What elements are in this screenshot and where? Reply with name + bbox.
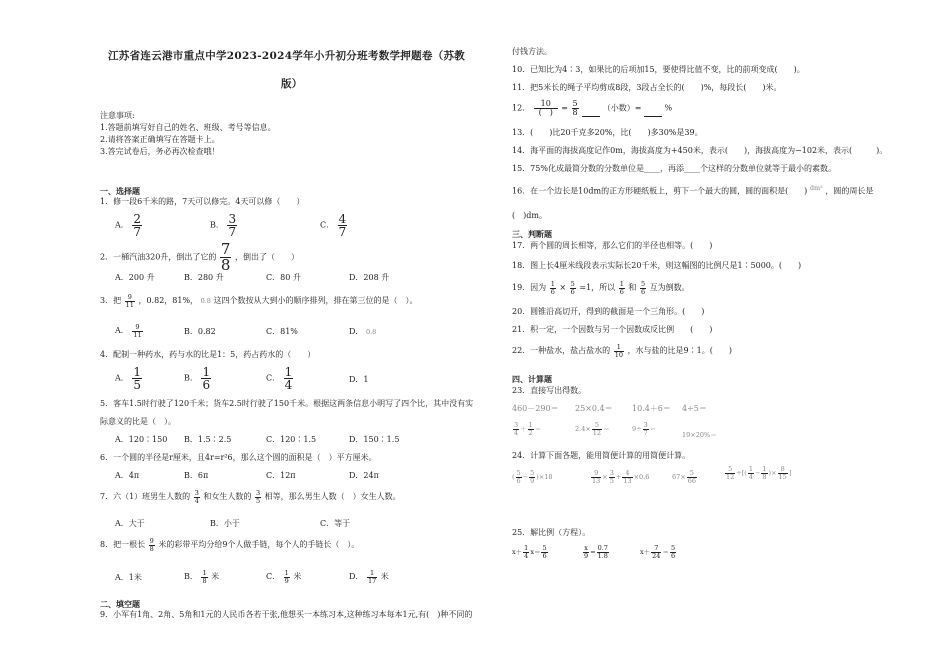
fraction	[132, 366, 142, 391]
option-letter: B．	[184, 572, 198, 581]
calc-item	[512, 422, 541, 436]
calc-item: 4÷5＝	[682, 404, 707, 413]
paper-title-line2: 版）	[281, 78, 303, 90]
fraction	[583, 545, 589, 559]
denominator: 7	[338, 225, 347, 239]
question-14: 14．海平面的海拔高度记作0m，海拔高度为+450米，表示( )，海拔高度为−102米，表示( )。	[512, 146, 888, 155]
fraction	[597, 545, 609, 559]
numerator: 5	[725, 466, 735, 474]
section-heading-calc: 四、计算题	[512, 374, 552, 384]
operator: ÷	[736, 469, 742, 477]
denominator: 6	[516, 476, 521, 485]
notice-item: 3.答完试卷后，务必再次检查哦！	[100, 147, 220, 156]
question-text: 互为倒数。	[649, 283, 690, 292]
denominator: 12	[726, 472, 735, 481]
q6-option-a: A．4π	[115, 471, 140, 480]
question-22	[512, 344, 732, 358]
fraction	[284, 366, 294, 391]
denominator: 6	[542, 551, 547, 560]
question-1: 1．修一段6千米的路，7天可以修完。4天可以修（ ）	[100, 197, 305, 206]
fraction	[194, 490, 200, 504]
numerator: 5	[592, 422, 602, 430]
q4-option-a	[115, 366, 143, 391]
fraction	[516, 470, 522, 484]
q2-option-c: C．80 升	[266, 273, 301, 282]
fraction	[338, 213, 348, 238]
numerator: 9	[591, 470, 601, 478]
denominator: 15	[778, 472, 787, 481]
fraction	[367, 570, 377, 584]
calc-item	[590, 470, 649, 484]
question-6: 6．一个圆的半径是r厘米，且4r=r²6，那么这个圆的面积是（ ）平方厘米。	[100, 453, 377, 462]
numerator: 0.7	[597, 544, 608, 552]
numerator: 5	[670, 544, 676, 552]
denominator: 24	[652, 551, 661, 560]
denominator: 4	[284, 378, 293, 392]
notice-item: 1.答题前填写好自己的姓名、班级、考号等信息。	[100, 123, 276, 132]
question-8	[100, 538, 359, 552]
operand: ×18	[538, 473, 553, 481]
numerator: 4	[338, 212, 347, 226]
question-15: 15．75%化成最简分数的分数单位是____，再添____个这样的分数单位就等于最小的素数。	[512, 164, 836, 173]
numerator: 3	[514, 421, 519, 429]
operator: ＝	[662, 548, 669, 556]
question-5-line2: 际意义的比是（ ）。	[100, 417, 176, 426]
denominator: 6	[619, 287, 624, 296]
denominator: 6	[202, 378, 211, 392]
calc-item	[632, 422, 656, 436]
unit: 米	[211, 572, 220, 581]
question-21: 21．积一定，一个因数与另一个因数成反比例 ( )	[512, 325, 713, 334]
operator: ＝	[603, 425, 610, 433]
denominator: 17	[367, 576, 377, 585]
question-text: 16．在一个边长是10dm的正方形硬纸板上，剪下一个最大的圆，圆的面积是( )	[512, 186, 808, 196]
fraction	[622, 470, 632, 484]
denominator: 8	[149, 544, 154, 553]
numerator: 5	[542, 544, 547, 552]
fraction	[748, 466, 754, 480]
q8-option-b	[184, 570, 219, 584]
question-24: 24．计算下面各题，能用简便计算的用简便计算。	[512, 451, 691, 460]
numerator: 1	[202, 569, 207, 577]
question-9-cont: 付钱方法。	[512, 47, 552, 56]
question-12: 12． $\frac{10}{( )}$ = $\frac{5}{8}$ （小数）= %	[512, 99, 673, 117]
q2-option-b: B．280 升	[184, 273, 224, 282]
fraction	[570, 281, 576, 295]
question-19: 19．因为 $\frac{1}{6}$ × $\frac{5}{6}$ =1，所以 $\frac{1}{6}$ 和 $\frac{5}{6}$ 互为倒数。	[512, 280, 690, 296]
denominator: 6	[570, 287, 575, 296]
numerator: 5	[570, 280, 575, 288]
question-text: 22．一种盐水，盐占盐水的	[512, 346, 611, 355]
denominator: 9	[284, 576, 289, 585]
question-11: 11．把5米长的绳子平均剪成8段，3段占全长的( )%，每段长( )米。	[512, 83, 782, 92]
calc-item: 25×0.4＝	[575, 404, 613, 413]
fraction	[534, 100, 558, 117]
q7-option-c: C．等于	[320, 519, 351, 528]
numerator: 1	[284, 569, 289, 577]
numerator: 1	[284, 365, 293, 379]
operand: ×0.6	[633, 473, 650, 481]
operand: 2.4×	[575, 425, 591, 433]
fraction	[619, 281, 625, 295]
option-letter: D．	[349, 572, 364, 581]
numerator: 10	[534, 100, 558, 109]
calc-item: 10.4＋6＝	[632, 404, 671, 413]
fraction	[255, 490, 261, 504]
numerator: 1	[614, 344, 624, 352]
numerator: 8	[778, 466, 788, 474]
operand: 67×	[672, 473, 686, 481]
fraction	[149, 538, 155, 552]
denominator: 4	[514, 428, 519, 437]
q4-option-c	[266, 366, 294, 391]
question-4: 4．配制一种药水，药与水的比是1：5，药占药水的（ ）	[100, 350, 316, 359]
question-text: 这四个数按从大到小的顺序排列，排在第三位的是（ ）。	[213, 296, 418, 305]
denominator: 66	[687, 476, 696, 485]
fraction	[609, 470, 615, 484]
denominator: 5	[609, 476, 614, 485]
denominator: 8	[762, 472, 767, 481]
numerator: 1	[524, 544, 529, 552]
numerator: 9	[132, 324, 142, 332]
fraction	[651, 545, 661, 559]
fraction	[550, 281, 556, 295]
option-letter: C．	[320, 220, 335, 230]
numerator: 1	[367, 570, 377, 578]
numerator: 9	[149, 537, 154, 545]
calc-item: ( $\frac{5}{6}$ − $\frac{5}{9}$ )×18	[512, 469, 553, 485]
fraction	[541, 545, 547, 559]
operand: x＝	[530, 548, 541, 556]
numerator: 4	[622, 470, 632, 478]
operator: ＋	[520, 425, 527, 433]
denominator: 10	[614, 350, 624, 359]
numerator: 9	[125, 294, 135, 302]
question-20: 20．圆锥沿高切开，得到的截面是一个三角形。( )	[512, 307, 705, 316]
paper-title-line1: 江苏省连云港市重点中学2023-2024学年小升初分班考数学押题卷（苏教	[108, 50, 466, 62]
question-text: ，水与盐的比是9∶1。( )	[627, 346, 732, 355]
numerator: 1	[748, 465, 753, 473]
q5-option-a: A．120∶150	[115, 435, 168, 444]
denominator: 7	[643, 428, 648, 437]
fraction	[201, 366, 211, 391]
q6-option-c: C．12π	[266, 471, 296, 480]
fraction	[725, 466, 735, 480]
q4-option-d: D．1	[349, 375, 369, 384]
calc-item: $\frac{5}{12}$ ÷[( $\frac{1}{4}$ − $\frac{1}{8}$ )× $\frac{8}{15}$ ]	[726, 465, 792, 481]
operand: x＋	[640, 548, 651, 556]
fraction	[591, 470, 601, 484]
fraction	[572, 100, 579, 117]
denominator: 11	[125, 300, 134, 309]
operator: ＝	[649, 425, 657, 433]
answer-blank	[644, 108, 662, 117]
q3-option-d	[349, 328, 376, 336]
question-2	[100, 242, 299, 273]
q7-option-b: B．小于	[210, 519, 240, 528]
fraction	[670, 545, 676, 559]
fraction	[513, 422, 519, 436]
equation-item	[582, 545, 610, 559]
calc-item: 460－290＝	[512, 404, 559, 413]
question-10: 10．已知比为4∶3，如果比的后项加15，要使得比值不变，比的前项变成( )。	[512, 65, 805, 74]
numerator: 1	[202, 365, 211, 379]
fraction	[523, 545, 529, 559]
question-17: 17．两个圆的周长相等，那么它们的半径也相等。( )	[512, 241, 713, 250]
denominator: 5	[255, 496, 261, 505]
section-heading-judge: 三、判断题	[512, 229, 552, 239]
question-text: 19．因为	[512, 283, 547, 292]
operator: ＝	[534, 425, 542, 433]
denominator: 4	[748, 472, 753, 481]
operator: ×	[602, 473, 608, 481]
question-3	[100, 294, 418, 308]
question-text: 8．把一根长	[100, 540, 146, 549]
unit: 米	[293, 572, 302, 581]
operator: +	[615, 473, 622, 481]
option-letter: D．	[349, 327, 364, 336]
numerator: 2	[133, 212, 141, 226]
q8-option-a: A．1米	[115, 573, 142, 582]
fraction	[529, 470, 535, 484]
denominator: 4	[524, 551, 529, 560]
question-9: 9．小军有1角、2角、5角和1元的人民币各若干张,他想买一本练习本,这种练习本每本1元,有( )种不同的	[100, 610, 473, 619]
fraction	[132, 324, 142, 338]
denominator: 1.8	[597, 551, 608, 560]
fraction	[592, 422, 602, 436]
fraction	[125, 294, 135, 308]
question-7	[100, 490, 401, 504]
q1-option-a	[115, 213, 143, 238]
numerator: 1	[133, 365, 141, 379]
unit: 米	[380, 572, 389, 581]
fraction	[201, 570, 207, 584]
numerator: 5	[687, 470, 697, 478]
question-18: 18．图上长4厘米线段表示实际长20千米，则这幅图的比例尺是1∶5000。( )	[512, 261, 802, 270]
calc-item	[575, 422, 610, 436]
option-letter: C．	[266, 572, 281, 581]
numerator: 3	[643, 421, 648, 429]
numerator: 7	[651, 545, 661, 553]
option-letter: A．	[115, 373, 129, 383]
q5-option-c: C．120∶1.5	[266, 435, 317, 444]
denominator: 8	[572, 108, 578, 117]
denominator: 6	[640, 287, 646, 296]
denominator: 9	[584, 551, 589, 560]
numerator: 1	[550, 280, 555, 288]
question-text: 2．一桶汽油320升，倒出了它的	[100, 252, 217, 262]
question-13: 13．( )比20千克多20%，比( )多30%是39。	[512, 128, 703, 137]
calc-item: 19×20%＝	[682, 431, 717, 439]
q5-option-b: B．1.5∶2.5	[184, 435, 232, 444]
question-5-line1: 5．客车1.5时行驶了120千米；货车2.5时行驶了150千米。根据这两条信息小明写了四个比，其中没有实	[100, 399, 474, 408]
q1-option-b	[210, 213, 238, 238]
fraction	[640, 281, 646, 295]
numerator: x	[584, 544, 588, 552]
fraction	[614, 344, 624, 358]
numerator: 5	[516, 469, 521, 477]
option-letter: B．	[184, 373, 198, 383]
denominator: 11	[133, 330, 142, 339]
equation-item	[640, 545, 677, 559]
notice-heading: 注意事项:	[100, 111, 135, 120]
numerator: 3	[609, 469, 614, 477]
question-text: 和	[628, 283, 637, 292]
section-heading-fill: 二、填空题	[100, 599, 140, 609]
q2-option-a: A．200 升	[115, 273, 155, 282]
option-letter: B．	[210, 220, 224, 230]
question-25: 25．解比例（方程）。	[512, 528, 591, 537]
question-text: ，倒出了（ ）	[235, 252, 299, 262]
question-text: ，0.82，81%，	[138, 296, 199, 305]
denominator: 12	[592, 428, 602, 437]
fraction	[687, 470, 697, 484]
denominator: 8	[202, 576, 207, 585]
question-text: =1，所以	[579, 283, 616, 292]
q8-option-d	[349, 570, 389, 584]
numerator: 1	[762, 465, 767, 473]
q8-option-c	[266, 570, 301, 584]
question-text: 和女生人数的	[203, 492, 252, 501]
question-text: 相等，那么男生人数（ ）女生人数。	[264, 492, 401, 501]
q6-option-b: B．6π	[184, 471, 209, 480]
calc-item	[672, 470, 698, 484]
denominator: 4	[194, 496, 199, 505]
numerator: 1	[528, 421, 533, 429]
question-text: （小数）=	[602, 103, 642, 113]
numerator: 5	[530, 469, 535, 477]
question-text: 3．把	[100, 296, 122, 305]
denominator: 7	[228, 225, 237, 239]
numerator: 3	[228, 212, 237, 226]
q5-option-d: D．150∶1.5	[349, 435, 400, 444]
option-letter: C．	[266, 373, 281, 383]
denominator: 5	[133, 378, 141, 392]
numerator: 5	[640, 280, 646, 288]
equation-item	[512, 545, 549, 559]
question-text: 米的彩带平均分给9个人做手链，每个人的手链长（ ）。	[158, 540, 360, 549]
operand: 9÷	[632, 425, 642, 433]
answer-blank	[582, 108, 600, 117]
denominator: 13	[623, 476, 632, 485]
section-heading-choice: 一、选择题	[100, 186, 140, 196]
question-text: 12．	[512, 103, 531, 113]
question-text: 7．六（1）班男生人数的	[100, 492, 191, 501]
fraction	[778, 466, 788, 480]
denominator: 9	[530, 476, 535, 485]
repeating-decimal: 0.8	[200, 297, 211, 305]
question-16-cont: ( )dm。	[512, 211, 547, 220]
notice-item: 2.请将答案正确填写在答题卡上。	[100, 135, 220, 144]
question-text: ，圆的周长是	[825, 186, 874, 196]
question-text: %	[664, 103, 673, 113]
fraction	[132, 213, 142, 238]
q7-option-a: A．大于	[115, 519, 145, 528]
denominator: 6	[550, 287, 555, 296]
fraction	[528, 422, 534, 436]
fraction	[761, 466, 767, 480]
option-letter: A．	[115, 326, 129, 335]
denominator: 2	[528, 428, 533, 437]
q4-option-b	[184, 366, 212, 391]
denominator: 8	[220, 256, 231, 274]
denominator: 13	[592, 476, 601, 485]
fraction	[220, 242, 232, 273]
numerator: 5	[572, 99, 578, 108]
fraction	[643, 422, 649, 436]
q3-option-a	[115, 324, 144, 338]
numerator: 3	[255, 489, 261, 497]
q3-option-c: C．81%	[266, 327, 298, 336]
q3-option-b: B．0.82	[184, 327, 216, 336]
q6-option-d: D．24π	[349, 471, 379, 480]
q1-option-c	[320, 213, 348, 238]
unit: dm²	[809, 184, 823, 192]
numerator: 1	[619, 280, 624, 288]
question-16	[512, 185, 873, 196]
fraction	[284, 570, 290, 584]
operand: x＋	[512, 548, 523, 556]
repeating-decimal: 0.8	[365, 328, 377, 336]
option-letter: A．	[115, 220, 129, 230]
fraction	[227, 213, 237, 238]
numerator: 3	[194, 489, 199, 497]
denominator: 6	[670, 551, 676, 560]
denominator-blank: ( )	[538, 108, 553, 117]
denominator: 7	[133, 225, 141, 239]
operator: =	[590, 548, 596, 556]
question-23: 23．直接写出得数。	[512, 386, 587, 395]
numerator: 7	[220, 240, 231, 258]
q2-option-d: D．208 升	[349, 273, 390, 282]
